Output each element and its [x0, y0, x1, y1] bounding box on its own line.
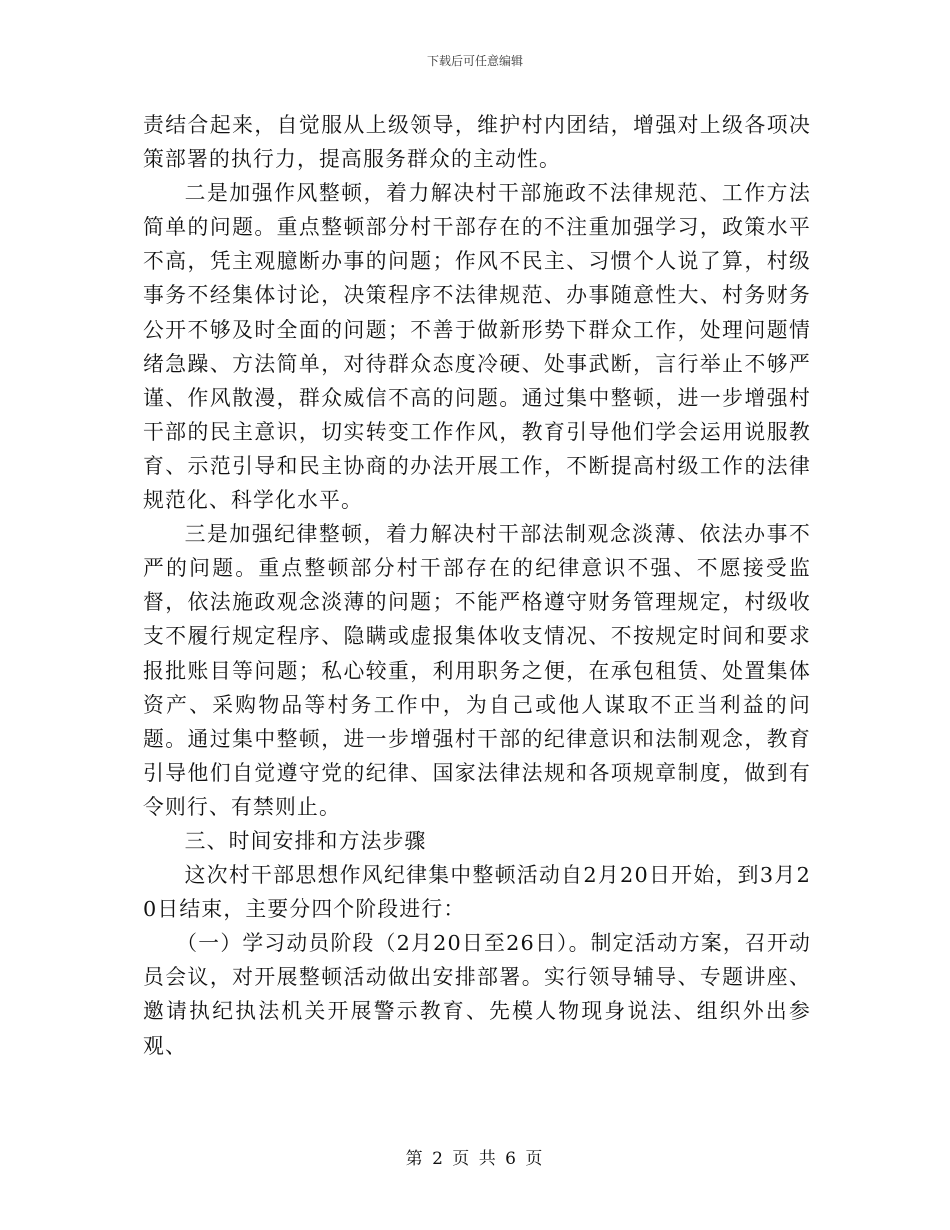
paragraph-discipline-rectification: 三是加强纪律整顿，着力解决村干部法制观念淡薄、依法办事不严的问题。重点整顿部分村干部存在的纪律意识不强、不愿接受监督，依法施政观念淡薄的问题；不能严格遵守财务管理规定，村级收支不履行规定程序、隐瞒或虚报集体收支情况、不按规定时间和要求报批账目等问题；私心较重，利用职务之便，在承包租赁、处置集体资产、采购物品等村务工作中，为自己或他人谋取不正当利益的问题。通过集中整顿，进一步增强村干部的纪律意识和法制观念，教育引导他们自觉遵守党的纪律、国家法律法规和各项规章制度，做到有令则行、有禁则止。: [143, 522, 811, 819]
paragraph-schedule-intro: 这次村干部思想作风纪律集中整顿活动自2月20日开始，到3月20日结束，主要分四个阶段进行：: [143, 863, 811, 922]
page-number-footer: 第 2 页 共 6 页: [405, 1149, 545, 1169]
page-header-note: 下载后可任意编辑: [426, 54, 523, 68]
paragraph-style-rectification: 二是加强作风整顿，着力解决村干部施政不法律规范、工作方法简单的问题。重点整顿部分村干部存在的不注重加强学习，政策水平不高，凭主观臆断办事的问题；作风不民主、习惯个人说了算，村级事务不经集体讨论，决策程序不法律规范、办事随意性大、村务财务公开不够及时全面的问题；不善于做新形势下群众工作，处理问题情绪急躁、方法简单，对待群众态度冷硬、处事武断，言行举止不够严谨、作风散漫，群众威信不高的问题。通过集中整顿，进一步增强村干部的民主意识，切实转变工作作风，教育引导他们学会运用说服教育、示范引导和民主协商的办法开展工作，不断提高村级工作的法律规范化、科学化水平。: [143, 181, 811, 513]
section-heading-schedule: 三、时间安排和方法步骤: [184, 828, 427, 853]
paragraph-phase-one: （一）学习动员阶段（2月20日至26日）。制定活动方案，召开动员会议，对开展整顿活动做出安排部署。实行领导辅导、专题讲座、邀请执纪执法机关开展警示教育、先模人物现身说法、组织外出参观、: [143, 931, 811, 1058]
paragraph-continuation: 责结合起来，自觉服从上级领导，维护村内团结，增强对上级各项决策部署的执行力，提高服务群众的主动性。: [143, 113, 811, 172]
document-body: [143, 108, 811, 1063]
